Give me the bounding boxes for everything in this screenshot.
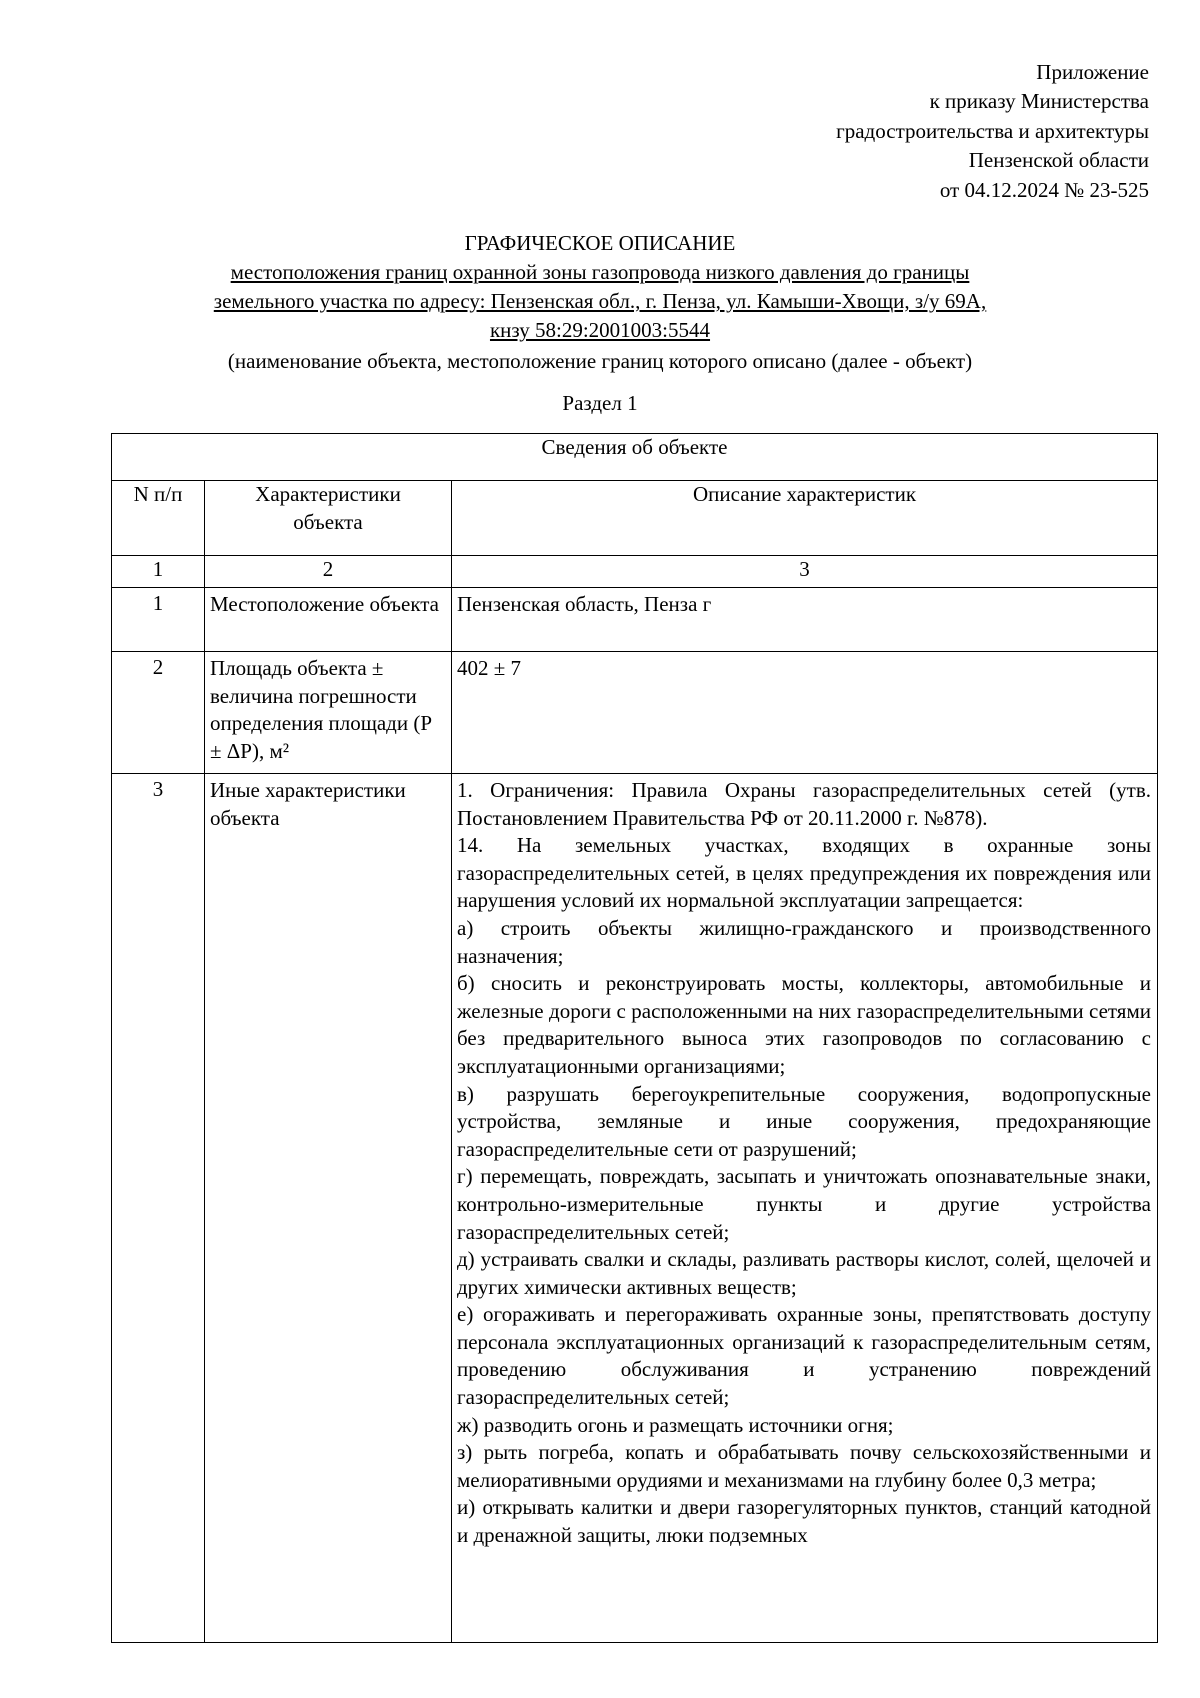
row-description [452,774,1158,1643]
table-row [112,774,1158,1643]
approval-block [649,58,1149,205]
restriction-item: е) огораживать и перегораживать охранные зоны, препятствовать доступу персонала эксплуатационных организаций к газораспределительным сетям, проведению обслуживания и устранению повреждений газораспределительных сетей; [457,1302,1151,1410]
restriction-item: б) сносить и реконструировать мосты, коллекторы, автомобильные и железные дороги с расположенными на них газораспределительными сетями без предварительного выноса этих газопроводов по согласованию с эксплуатационными организациями; [457,971,1151,1078]
table-caption: Сведения об объекте [112,434,1158,481]
column-number: 3 [452,556,1158,588]
approval-line: Пензенской области [968,148,1149,173]
row-description: Пензенская область, Пенза г [452,588,1158,652]
restriction-item: д) устраивать свалки и склады, разливать растворы кислот, солей, щелочей и других химически активных веществ; [457,1247,1151,1299]
header-description: Описание характеристик [452,481,1158,556]
object-name-line: кнзу 58:29:2001003:5544 [489,318,711,342]
row-characteristic: Местоположение объекта [205,588,452,652]
restriction-item: и) открывать калитки и двери газорегуляторных пунктов, станций катодной и дренажной защиты, люки подземных [457,1495,1151,1548]
table-row [112,588,1158,652]
row-characteristic: Площадь объекта ± величина погрешности определения площади (P ± ΔP), м² [205,652,452,774]
object-name-line: земельного участка по адресу: Пензенская обл., г. Пенза, ул. Камыши-Хвощи, з/у 69А, [213,289,987,313]
table-caption-row [112,434,1158,481]
column-number: 1 [112,556,205,588]
object-info-table [111,433,1158,1643]
row-number: 3 [112,774,205,1643]
row-characteristic: Иные характеристики объекта [205,774,452,1643]
restriction-item: в) разрушать берегоукрепительные сооружения, водопропускные устройства, земляные и иные сооружения, предохраняющие газораспределительные сети от разрушений; [457,1081,1151,1161]
approval-line: к приказу Министерства [929,89,1149,114]
restriction-item: а) строить объекты жилищно-гражданского и производственного назначения; [457,915,1151,968]
column-number: 2 [205,556,452,588]
document-title: ГРАФИЧЕСКОЕ ОПИСАНИЕ [464,231,736,255]
row-number: 2 [112,652,205,774]
restriction-item: з) рыть погреба, копать и обрабатывать почву сельскохозяйственными и мелиоративными орудиями и механизмами на глубину более 0,3 метра; [457,1440,1151,1492]
approval-date-number: от 04.12.2024 № 23-525 [939,177,1149,202]
table-row [112,652,1158,774]
header-characteristics: Характеристики объекта [205,481,452,556]
section-heading: Раздел 1 [562,391,638,415]
restriction-item: ж) разводить огонь и размещать источники огня; [457,1412,894,1437]
approval-line: градостроительства и архитектуры [836,118,1149,143]
row-number: 1 [112,588,205,652]
restriction-paragraph: 14. На земельных участках, входящих в охранные зоны газораспределительных сетей, в целях предупреждения их повреждения или нарушения условий их нормальной эксплуатации запрещается: [457,833,1151,913]
title-block [100,228,1100,418]
restriction-paragraph: 1. Ограничения: Правила Охраны газораспределительных сетей (утв. Постановлением Правительства РФ от 20.11.2000 г. №878). [457,778,1151,830]
object-name-line: местоположения границ охранной зоны газопровода низкого давления до границы [230,260,970,284]
row-description: 402 ± 7 [452,652,1158,774]
table-header-row [112,481,1158,556]
restriction-item: г) перемещать, повреждать, засыпать и уничтожать опознавательные знаки, контрольно-измерительные пункты и другие устройства газораспределительных сетей; [457,1164,1151,1244]
header-num: N п/п [112,481,205,556]
object-caption: (наименование объекта, местоположение границ которого описано (далее - объект) [227,349,973,373]
approval-line: Приложение [1036,60,1149,84]
restrictions-text [457,777,1151,1639]
object-name [100,258,1100,345]
column-number-row [112,556,1158,588]
